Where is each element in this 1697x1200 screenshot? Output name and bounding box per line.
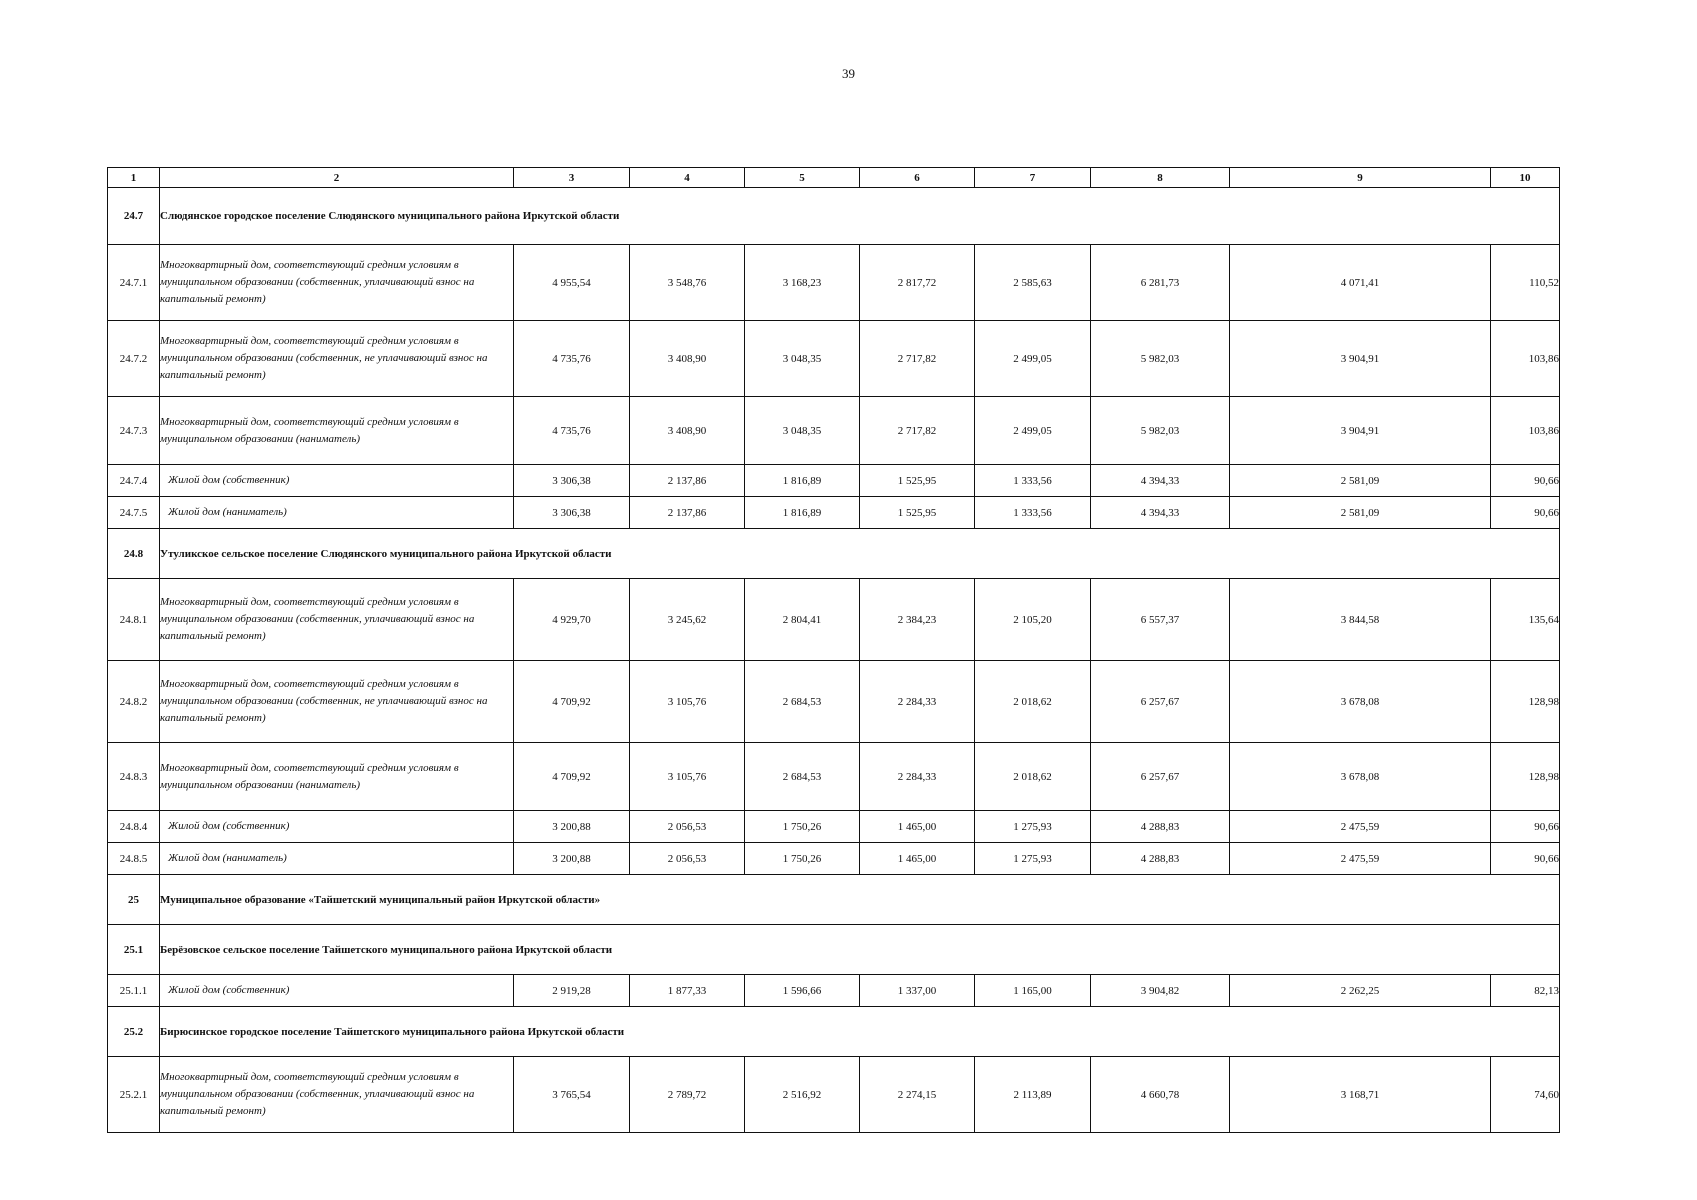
cell-col-9: 2 581,09 xyxy=(1230,465,1491,497)
row-index: 24.7.2 xyxy=(108,321,160,397)
cell-col-9: 3 844,58 xyxy=(1230,579,1491,661)
cell-col-7: 2 499,05 xyxy=(975,321,1091,397)
row-description: Жилой дом (собственник) xyxy=(160,811,514,843)
row-index: 24.8.4 xyxy=(108,811,160,843)
cell-col-7: 2 585,63 xyxy=(975,245,1091,321)
cell-col-6: 2 817,72 xyxy=(860,245,975,321)
cell-col-8: 4 660,78 xyxy=(1091,1057,1230,1133)
cell-col-10: 90,66 xyxy=(1491,497,1560,529)
section-index: 24.8 xyxy=(108,529,160,579)
row-description: Многоквартирный дом, соответствующий средним условиям в муниципальном образовании (наниматель) xyxy=(160,397,514,465)
cell-col-10: 90,66 xyxy=(1491,843,1560,875)
cell-col-8: 5 982,03 xyxy=(1091,397,1230,465)
cell-col-7: 2 113,89 xyxy=(975,1057,1091,1133)
cell-col-8: 6 557,37 xyxy=(1091,579,1230,661)
row-index: 25.1.1 xyxy=(108,975,160,1007)
cell-col-5: 3 048,35 xyxy=(745,397,860,465)
cell-col-10: 90,66 xyxy=(1491,811,1560,843)
cell-col-6: 2 274,15 xyxy=(860,1057,975,1133)
row-index: 24.7.4 xyxy=(108,465,160,497)
table-row xyxy=(108,321,1560,397)
cell-col-9: 2 475,59 xyxy=(1230,843,1491,875)
cell-col-9: 3 168,71 xyxy=(1230,1057,1491,1133)
cell-col-6: 2 717,82 xyxy=(860,321,975,397)
cell-col-4: 2 137,86 xyxy=(630,465,745,497)
cell-col-3: 4 709,92 xyxy=(514,661,630,743)
table-row xyxy=(108,579,1560,661)
cell-col-6: 1 337,00 xyxy=(860,975,975,1007)
cell-col-3: 4 929,70 xyxy=(514,579,630,661)
tariff-table xyxy=(107,167,1560,1133)
cell-col-6: 2 717,82 xyxy=(860,397,975,465)
cell-col-8: 3 904,82 xyxy=(1091,975,1230,1007)
section-row xyxy=(108,188,1560,245)
cell-col-6: 1 465,00 xyxy=(860,811,975,843)
header-row xyxy=(108,168,1560,188)
cell-col-4: 3 548,76 xyxy=(630,245,745,321)
cell-col-4: 2 056,53 xyxy=(630,811,745,843)
row-description: Многоквартирный дом, соответствующий средним условиям в муниципальном образовании (собственник, уплачивающий взнос на капитальный ремонт) xyxy=(160,1057,514,1133)
cell-col-3: 3 306,38 xyxy=(514,497,630,529)
cell-col-8: 6 281,73 xyxy=(1091,245,1230,321)
table-row xyxy=(108,465,1560,497)
cell-col-7: 1 333,56 xyxy=(975,465,1091,497)
cell-col-7: 1 275,93 xyxy=(975,811,1091,843)
row-index: 24.8.2 xyxy=(108,661,160,743)
section-title: Утуликское сельское поселение Слюдянского муниципального района Иркутской области xyxy=(160,529,1560,579)
cell-col-5: 3 048,35 xyxy=(745,321,860,397)
section-title: Бирюсинское городское поселение Тайшетского муниципального района Иркутской области xyxy=(160,1007,1560,1057)
cell-col-9: 2 262,25 xyxy=(1230,975,1491,1007)
cell-col-9: 2 475,59 xyxy=(1230,811,1491,843)
cell-col-3: 4 735,76 xyxy=(514,397,630,465)
cell-col-8: 5 982,03 xyxy=(1091,321,1230,397)
table-body xyxy=(108,188,1560,1133)
cell-col-5: 1 816,89 xyxy=(745,465,860,497)
section-row xyxy=(108,925,1560,975)
row-index: 24.8.5 xyxy=(108,843,160,875)
row-description: Многоквартирный дом, соответствующий средним условиям в муниципальном образовании (собственник, уплачивающий взнос на капитальный ремонт) xyxy=(160,245,514,321)
cell-col-3: 2 919,28 xyxy=(514,975,630,1007)
cell-col-9: 3 678,08 xyxy=(1230,743,1491,811)
cell-col-5: 2 684,53 xyxy=(745,661,860,743)
section-row xyxy=(108,875,1560,925)
cell-col-5: 1 816,89 xyxy=(745,497,860,529)
cell-col-5: 1 750,26 xyxy=(745,811,860,843)
cell-col-9: 3 678,08 xyxy=(1230,661,1491,743)
cell-col-5: 2 516,92 xyxy=(745,1057,860,1133)
row-description: Жилой дом (наниматель) xyxy=(160,843,514,875)
cell-col-4: 2 137,86 xyxy=(630,497,745,529)
row-description: Жилой дом (собственник) xyxy=(160,975,514,1007)
section-title: Берёзовское сельское поселение Тайшетского муниципального района Иркутской области xyxy=(160,925,1560,975)
cell-col-4: 3 245,62 xyxy=(630,579,745,661)
cell-col-3: 3 765,54 xyxy=(514,1057,630,1133)
cell-col-3: 3 306,38 xyxy=(514,465,630,497)
cell-col-10: 90,66 xyxy=(1491,465,1560,497)
cell-col-3: 3 200,88 xyxy=(514,811,630,843)
cell-col-6: 1 525,95 xyxy=(860,497,975,529)
section-row xyxy=(108,529,1560,579)
section-index: 24.7 xyxy=(108,188,160,245)
cell-col-7: 1 165,00 xyxy=(975,975,1091,1007)
section-title: Слюдянское городское поселение Слюдянского муниципального района Иркутской области xyxy=(160,188,1560,245)
table-row xyxy=(108,975,1560,1007)
section-title: Муниципальное образование «Тайшетский муниципальный район Иркутской области» xyxy=(160,875,1560,925)
cell-col-4: 3 408,90 xyxy=(630,397,745,465)
cell-col-10: 74,60 xyxy=(1491,1057,1560,1133)
cell-col-6: 1 525,95 xyxy=(860,465,975,497)
row-index: 24.7.1 xyxy=(108,245,160,321)
cell-col-10: 110,52 xyxy=(1491,245,1560,321)
cell-col-3: 4 709,92 xyxy=(514,743,630,811)
cell-col-4: 3 408,90 xyxy=(630,321,745,397)
cell-col-8: 6 257,67 xyxy=(1091,661,1230,743)
page-number: 39 xyxy=(842,66,855,81)
column-header-8: 8 xyxy=(1091,168,1230,188)
row-index: 24.8.1 xyxy=(108,579,160,661)
column-header-10: 10 xyxy=(1491,168,1560,188)
cell-col-8: 4 394,33 xyxy=(1091,465,1230,497)
cell-col-8: 4 288,83 xyxy=(1091,843,1230,875)
cell-col-10: 135,64 xyxy=(1491,579,1560,661)
cell-col-6: 1 465,00 xyxy=(860,843,975,875)
cell-col-3: 4 955,54 xyxy=(514,245,630,321)
cell-col-10: 128,98 xyxy=(1491,661,1560,743)
table-row xyxy=(108,1057,1560,1133)
cell-col-9: 4 071,41 xyxy=(1230,245,1491,321)
cell-col-5: 3 168,23 xyxy=(745,245,860,321)
cell-col-10: 103,86 xyxy=(1491,397,1560,465)
cell-col-5: 1 596,66 xyxy=(745,975,860,1007)
cell-col-10: 128,98 xyxy=(1491,743,1560,811)
cell-col-4: 2 789,72 xyxy=(630,1057,745,1133)
cell-col-7: 1 275,93 xyxy=(975,843,1091,875)
cell-col-4: 2 056,53 xyxy=(630,843,745,875)
cell-col-10: 82,13 xyxy=(1491,975,1560,1007)
cell-col-8: 4 288,83 xyxy=(1091,811,1230,843)
cell-col-4: 3 105,76 xyxy=(630,743,745,811)
table-row xyxy=(108,843,1560,875)
cell-col-9: 3 904,91 xyxy=(1230,321,1491,397)
cell-col-7: 2 105,20 xyxy=(975,579,1091,661)
cell-col-6: 2 284,33 xyxy=(860,743,975,811)
cell-col-4: 3 105,76 xyxy=(630,661,745,743)
cell-col-8: 4 394,33 xyxy=(1091,497,1230,529)
cell-col-7: 2 018,62 xyxy=(975,743,1091,811)
cell-col-5: 1 750,26 xyxy=(745,843,860,875)
row-description: Жилой дом (собственник) xyxy=(160,465,514,497)
cell-col-8: 6 257,67 xyxy=(1091,743,1230,811)
row-description: Жилой дом (наниматель) xyxy=(160,497,514,529)
row-index: 24.8.3 xyxy=(108,743,160,811)
cell-col-9: 3 904,91 xyxy=(1230,397,1491,465)
column-header-2: 2 xyxy=(160,168,514,188)
cell-col-6: 2 284,33 xyxy=(860,661,975,743)
column-header-6: 6 xyxy=(860,168,975,188)
section-row xyxy=(108,1007,1560,1057)
column-header-1: 1 xyxy=(108,168,160,188)
column-header-7: 7 xyxy=(975,168,1091,188)
row-index: 24.7.3 xyxy=(108,397,160,465)
column-header-5: 5 xyxy=(745,168,860,188)
cell-col-3: 3 200,88 xyxy=(514,843,630,875)
row-index: 25.2.1 xyxy=(108,1057,160,1133)
section-index: 25 xyxy=(108,875,160,925)
section-index: 25.2 xyxy=(108,1007,160,1057)
cell-col-4: 1 877,33 xyxy=(630,975,745,1007)
column-header-4: 4 xyxy=(630,168,745,188)
cell-col-5: 2 684,53 xyxy=(745,743,860,811)
column-header-3: 3 xyxy=(514,168,630,188)
row-index: 24.7.5 xyxy=(108,497,160,529)
cell-col-5: 2 804,41 xyxy=(745,579,860,661)
row-description: Многоквартирный дом, соответствующий средним условиям в муниципальном образовании (собственник, уплачивающий взнос на капитальный ремонт) xyxy=(160,579,514,661)
cell-col-3: 4 735,76 xyxy=(514,321,630,397)
cell-col-10: 103,86 xyxy=(1491,321,1560,397)
column-header-9: 9 xyxy=(1230,168,1491,188)
cell-col-7: 1 333,56 xyxy=(975,497,1091,529)
table-row xyxy=(108,661,1560,743)
section-index: 25.1 xyxy=(108,925,160,975)
row-description: Многоквартирный дом, соответствующий средним условиям в муниципальном образовании (наниматель) xyxy=(160,743,514,811)
table-row xyxy=(108,397,1560,465)
cell-col-7: 2 499,05 xyxy=(975,397,1091,465)
row-description: Многоквартирный дом, соответствующий средним условиям в муниципальном образовании (собственник, не уплачивающий взнос на капитальный ремонт) xyxy=(160,321,514,397)
table-row xyxy=(108,497,1560,529)
cell-col-9: 2 581,09 xyxy=(1230,497,1491,529)
cell-col-6: 2 384,23 xyxy=(860,579,975,661)
cell-col-7: 2 018,62 xyxy=(975,661,1091,743)
table-row xyxy=(108,811,1560,843)
row-description: Многоквартирный дом, соответствующий средним условиям в муниципальном образовании (собственник, не уплачивающий взнос на капитальный ремонт) xyxy=(160,661,514,743)
table-row xyxy=(108,245,1560,321)
table-row xyxy=(108,743,1560,811)
